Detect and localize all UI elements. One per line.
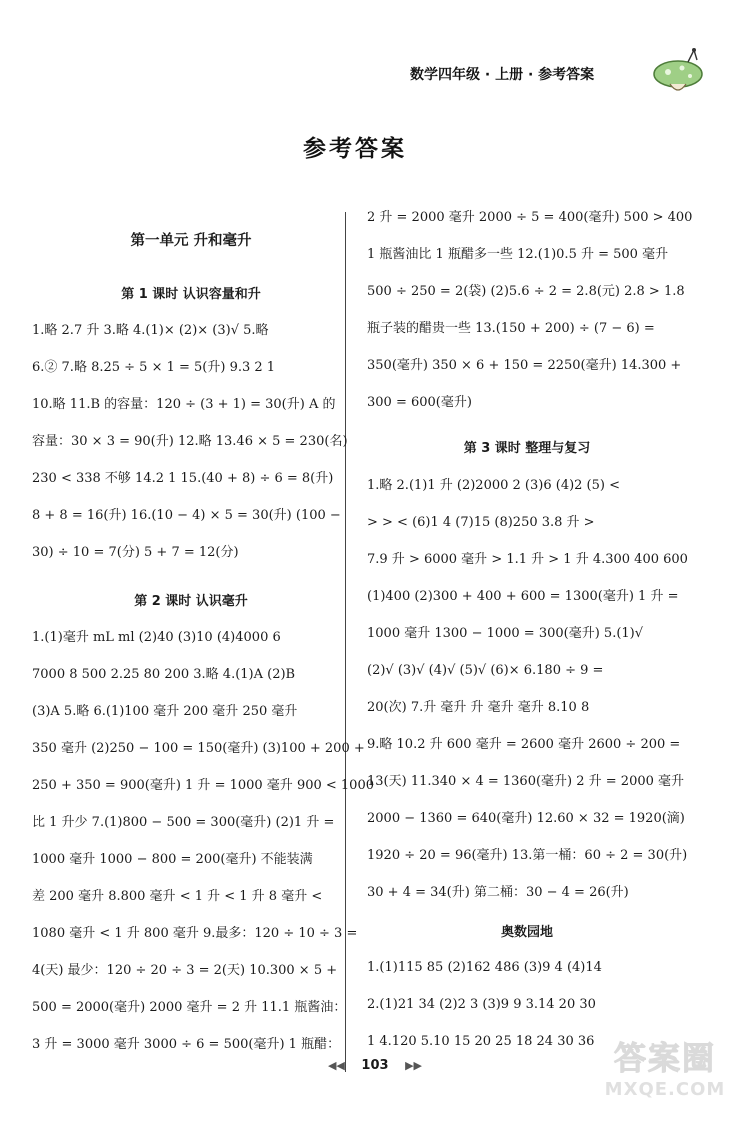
answer-line: 300 = 600(毫升) <box>367 395 472 410</box>
answer-line: 20(次) 7.升 毫升 升 毫升 毫升 8.10 8 <box>367 700 590 715</box>
watermark-url: MXQE.COM <box>604 1079 726 1100</box>
answer-line: (2)√ (3)√ (4)√ (5)√ (6)× 6.180 ÷ 9 = <box>367 663 604 678</box>
page-number: 103 <box>361 1058 389 1073</box>
answer-line: 1.(1)115 85 (2)162 486 (3)9 4 (4)14 <box>367 960 602 975</box>
running-header: 数学四年级 · 上册 · 参考答案 <box>410 67 595 83</box>
answer-line: > > < (6)1 4 (7)15 (8)250 3.8 升 > <box>367 515 595 530</box>
section-heading-lesson-3: 第 3 课时 整理与复习 <box>463 441 591 456</box>
section-heading-olympiad: 奥数园地 <box>500 925 553 940</box>
answer-line: 500 = 2000(毫升) 2000 毫升 = 2 升 11.1 瓶酱油： <box>32 1000 347 1015</box>
unit-heading: 第一单元 升和毫升 <box>130 233 252 249</box>
answer-line: 瓶子装的醋贵一些 13.(150 + 200) ÷ (7 − 6) = <box>367 321 655 336</box>
answer-line: 7.9 升 > 6000 毫升 > 1.1 升 > 1 升 4.300 400 600 <box>367 552 688 567</box>
page-title: 参考答案 <box>303 136 407 162</box>
answer-line: 1 瓶酱油比 1 瓶醋多一些 12.(1)0.5 升 = 500 毫升 <box>367 247 669 262</box>
answer-line: 3 升 = 3000 毫升 3000 ÷ 6 = 500(毫升) 1 瓶醋： <box>32 1037 341 1052</box>
column-divider <box>345 212 346 1072</box>
answer-line: 8 + 8 = 16(升) 16.(10 − 4) × 5 = 30(升) (100 − <box>32 508 341 523</box>
answer-line: 2.(1)21 34 (2)2 3 (3)9 9 3.14 20 30 <box>367 997 596 1012</box>
mushroom-logo-icon <box>648 44 708 100</box>
answer-line: 1080 毫升 < 1 升 800 毫升 9.最多：120 ÷ 10 ÷ 3 = <box>32 926 358 941</box>
answer-line: 1.略 2.7 升 3.略 4.(1)× (2)× (3)√ 5.略 <box>32 323 269 338</box>
answer-line: 4(天) 最少：120 ÷ 20 ÷ 3 = 2(天) 10.300 × 5 + <box>32 963 338 978</box>
answer-line: 6.② 7.略 8.25 ÷ 5 × 1 = 5(升) 9.3 2 1 <box>32 360 276 375</box>
answer-line: 350 毫升 (2)250 − 100 = 150(毫升) (3)100 + 200 + <box>32 741 365 756</box>
answer-line: 30 + 4 = 34(升) 第二桶：30 − 4 = 26(升) <box>367 885 629 900</box>
answer-line: 250 + 350 = 900(毫升) 1 升 = 1000 毫升 900 < 1000 <box>32 778 374 793</box>
answer-line: (1)400 (2)300 + 400 + 600 = 1300(毫升) 1 升 = <box>367 589 679 604</box>
answer-line: 差 200 毫升 8.800 毫升 < 1 升 < 1 升 8 毫升 < <box>32 889 323 904</box>
answer-line: 1000 毫升 1300 − 1000 = 300(毫升) 5.(1)√ <box>367 626 644 641</box>
next-arrows-icon: ▶▶ <box>405 1059 423 1072</box>
watermark-text: 答案圈 <box>613 1039 716 1077</box>
answer-line: 1000 毫升 1000 − 800 = 200(毫升) 不能装满 <box>32 852 313 867</box>
answer-line: 230 < 338 不够 14.2 1 15.(40 + 8) ÷ 6 = 8(升) <box>32 471 334 486</box>
answer-line: 7000 8 500 2.25 80 200 3.略 4.(1)A (2)B <box>32 667 296 682</box>
answer-line: 比 1 升少 7.(1)800 − 500 = 300(毫升) (2)1 升 = <box>32 815 335 830</box>
answer-line: 10.略 11.B 的容量：120 ÷ (3 + 1) = 30(升) A 的 <box>32 397 336 412</box>
section-heading-lesson-2: 第 2 课时 认识毫升 <box>134 594 248 609</box>
answer-line: 容量：30 × 3 = 90(升) 12.略 13.46 × 5 = 230(名) <box>32 434 348 449</box>
watermark-logo <box>590 1033 740 1111</box>
answer-line: 2 升 = 2000 毫升 2000 ÷ 5 = 400(毫升) 500 > 400 <box>367 210 693 225</box>
answer-line: 2000 − 1360 = 640(毫升) 12.60 × 32 = 1920(滴) <box>367 811 685 826</box>
answer-line: 350(毫升) 350 × 6 + 150 = 2250(毫升) 14.300 + <box>367 358 682 373</box>
answer-line: 500 ÷ 250 = 2(袋) (2)5.6 ÷ 2 = 2.8(元) 2.8 > 1.8 <box>367 284 685 299</box>
answer-line: 1 4.120 5.10 15 20 25 18 24 30 36 <box>367 1034 595 1049</box>
answer-line: 1.略 2.(1)1 升 (2)2000 2 (3)6 (4)2 (5) < <box>367 478 620 493</box>
answer-line: 1920 ÷ 20 = 96(毫升) 13.第一桶：60 ÷ 2 = 30(升) <box>367 848 688 863</box>
answer-line: 13(天) 11.340 × 4 = 1360(毫升) 2 升 = 2000 毫升 <box>367 774 685 789</box>
answer-line: (3)A 5.略 6.(1)100 毫升 200 毫升 250 毫升 <box>32 704 298 719</box>
section-heading-lesson-1: 第 1 课时 认识容量和升 <box>121 287 261 302</box>
answer-line: 30) ÷ 10 = 7(分) 5 + 7 = 12(分) <box>32 545 239 560</box>
answer-line: 1.(1)毫升 mL ml (2)40 (3)10 (4)4000 6 <box>32 630 281 645</box>
answer-line: 9.略 10.2 升 600 毫升 = 2600 毫升 2600 ÷ 200 = <box>367 737 681 752</box>
prev-arrows-icon: ◀◀ <box>327 1059 345 1072</box>
